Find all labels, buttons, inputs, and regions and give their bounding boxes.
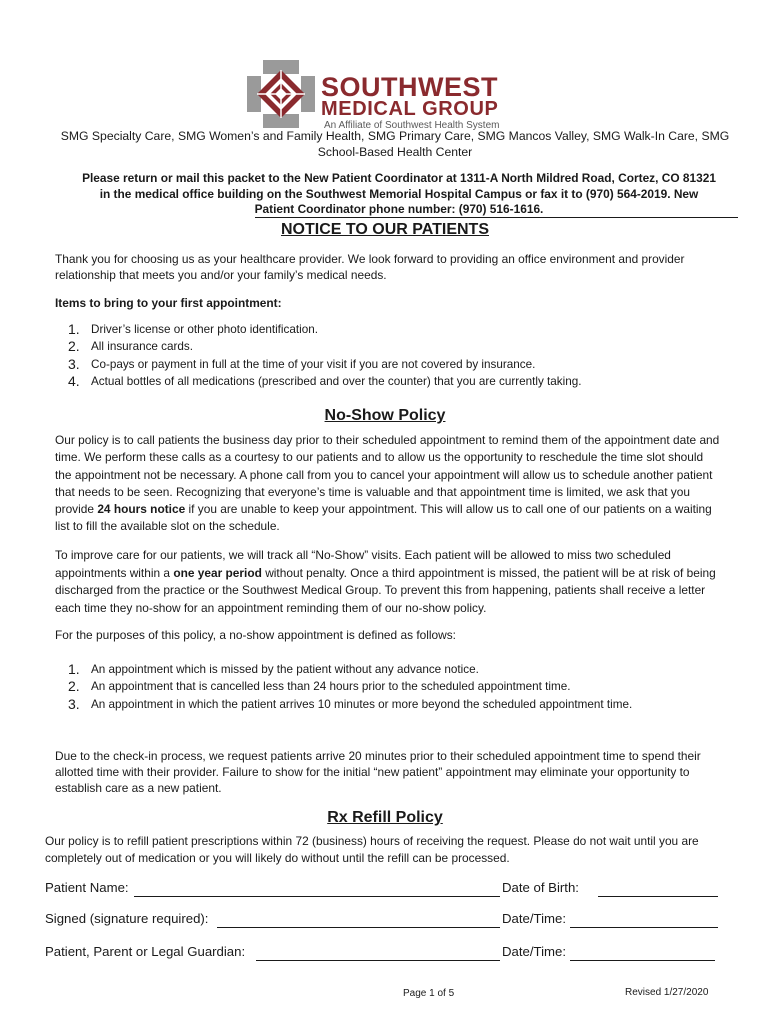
- datetime-label-1: Date/Time:: [502, 911, 566, 926]
- datetime-label-2: Date/Time:: [502, 944, 566, 959]
- dob-line[interactable]: [598, 896, 718, 897]
- signature-line[interactable]: [217, 927, 500, 928]
- page-number: Page 1 of 5: [403, 988, 455, 999]
- logo-name: SOUTHWEST: [321, 72, 498, 102]
- dob-label: Date of Birth:: [502, 880, 579, 895]
- datetime-line-2[interactable]: [570, 960, 715, 961]
- items-list: [55, 321, 735, 390]
- return-line-1: Please return or mail this packet to the New Patient Coordinator at 1311-A North Mildred Road, Cortez, CO 81321: [82, 171, 716, 185]
- southwest-medical-group-logo: [245, 58, 515, 130]
- list-item: 2. All insurance cards.: [68, 338, 193, 355]
- logo-emblem-icon: [245, 58, 317, 130]
- divider: [255, 217, 738, 218]
- notice-title: NOTICE TO OUR PATIENTS: [280, 221, 489, 238]
- list-item: 3. An appointment in which the patient arrives 10 minutes or more beyond the scheduled appointment time.: [68, 695, 633, 712]
- list-item: 3. Co-pays or payment in full at the time of your visit if you are not covered by insurance.: [68, 355, 536, 372]
- notice-intro: Thank you for choosing us as your healthcare provider. We look forward to providing an office environment and provider relationship that meets you and/or your family’s medical needs.: [55, 252, 685, 282]
- list-item: 1. Driver’s license or other photo identification.: [68, 321, 318, 337]
- affiliates-list: SMG Specialty Care, SMG Women’s and Family Health, SMG Primary Care, SMG Mancos Valley, SMG Walk-In Care, SMG School-Based Health Center: [60, 129, 730, 159]
- guardian-label: Patient, Parent or Legal Guardian:: [45, 944, 246, 959]
- signature-label: Signed (signature required):: [45, 911, 209, 926]
- noshow-paragraph-4: Due to the check-in process, we request patients arrive 20 minutes prior to their scheduled appointment time to spend their allotted time with their provider. Failure to show for the initial “new patient” appointment may eliminate your opportunity to establish care as a new patient.: [55, 749, 701, 795]
- noshow-list: [55, 661, 655, 713]
- items-heading: Items to bring to your first appointment:: [55, 296, 282, 310]
- rx-paragraph: Our policy is to refill patient prescriptions within 72 (business) hours of receiving the request. Please do not wait until you are completely out of medication or you will likely do without until the refill can be processed.: [45, 834, 699, 865]
- patient-name-label: Patient Name:: [45, 880, 129, 895]
- patient-name-line[interactable]: [134, 896, 500, 897]
- list-item: 1. An appointment which is missed by the patient without any advance notice.: [68, 661, 479, 677]
- return-line-3: Patient Coordinator phone number: (970) 516-1616.: [254, 202, 544, 216]
- logo-subname: MEDICAL GROUP: [321, 98, 499, 120]
- list-item: 2. An appointment that is cancelled less than 24 hours prior to the scheduled appointment time.: [68, 678, 571, 695]
- return-line-2: in the medical office building on the Southwest Memorial Hospital Campus or fax it to (970) 564-2019. New: [99, 186, 699, 201]
- noshow-paragraph-3: For the purposes of this policy, a no-show appointment is defined as follows:: [55, 628, 456, 642]
- list-item: 4. Actual bottles of all medications (prescribed and over the counter) that you are currently taking.: [68, 372, 582, 389]
- return-instructions: [55, 171, 743, 218]
- noshow-title: No-Show Policy: [324, 407, 446, 424]
- noshow-paragraph-1: Our policy is to call patients the business day prior to their scheduled appointment to remind them of the appointment date and time. We perform these calls as a courtesy to our patients and to allow us the opportunity to reschedule the time slot should the appointment not be necessary. A phone call from you to cancel your appointment will allow us to schedule another patient that needs to be seen. Recognizing that everyone’s time is valuable and that appointment time is limited, we ask that you provide 24 hours notice if you are unable to keep your appointment. This will allow us to call one of our patients on a waiting list to fill the available slot on the schedule.: [55, 433, 720, 534]
- rx-title: Rx Refill Policy: [327, 809, 443, 826]
- noshow-paragraph-2: To improve care for our patients, we will track all “No-Show” visits. Each patient will be allowed to miss two scheduled appointments within a one year period without penalty. Once a third appointment is missed, the patient will be at risk of being discharged from the practice or the Southwest Medical Group. To prevent this from happening, patients shall receive a letter each time they no-show for an appointment reminding them of our no-show policy.: [55, 548, 716, 615]
- revised-date: Revised 1/27/2020: [625, 987, 709, 998]
- logo-affiliation: An Affiliate of Southwest Health System: [324, 120, 500, 131]
- guardian-line[interactable]: [256, 960, 500, 961]
- datetime-line-1[interactable]: [570, 927, 718, 928]
